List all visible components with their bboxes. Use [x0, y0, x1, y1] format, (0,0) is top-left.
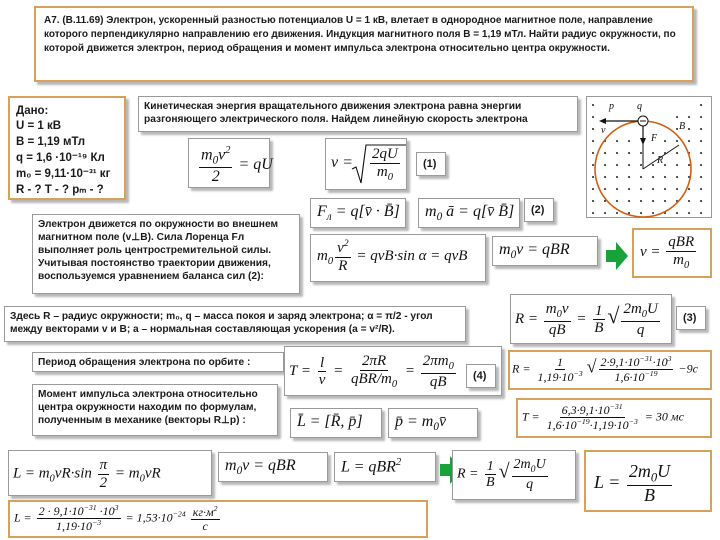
formula-l-qbr2: L = qBR$^2$ — [334, 452, 436, 482]
period-result: 30 мс — [655, 409, 684, 424]
given-line: B = 1,19 мТл — [16, 136, 86, 148]
radius-note-box — [4, 306, 466, 342]
orbit-diagram — [587, 97, 713, 219]
radius-note-text: Здесь R – радиус окружности; m₀, q – масса покоя и заряд электрона; α = π/2 - угол между векторами v и B; a – нормальная составляющая ускорения (a = v²/R). — [10, 311, 433, 335]
formula-radius: R = $\frac{m_0v}{qB}$ = $\frac{1}{B}$ √ $\frac{2m_0U}{q}$ — [510, 294, 672, 344]
formula-energy: $\frac{m_0v^2}{2}$ = qU — [188, 138, 270, 188]
problem-statement-text: А7. (В.11.69) Электрон, ускоренный разностью потенциалов U = 1 кВ, влетает в однородное магнитное поле, направление которого перпендикулярно направлению его движения. Индукция магнитного поля B = 1,19 мТл. Найти радиус окружности, по которой движется электрон, период обращения и момент импульса электрона относительно центра окружности. — [44, 15, 676, 54]
given-line: q = 1,6 ·10⁻¹⁹ Кл — [16, 152, 105, 164]
svg-text:R: R — [657, 155, 664, 166]
eq-label-1: (1) — [416, 152, 446, 176]
formula-radius-repeat: R = $\frac{1}{B}$ √ $\frac{2m_0U}{q}$ — [452, 450, 576, 500]
formula-impulse: p̄ = $m_0v̄$ — [388, 408, 478, 438]
formula-period-numeric: T = $\frac{6,3\cdot 9,1\cdot 10^{-31}}{1,6\cdot 10^{-19}\cdot 1,19\cdot 10^{-3}}$ = 30 мс — [516, 398, 712, 438]
svg-text:F: F — [651, 133, 658, 144]
lorentz-text-box — [32, 214, 300, 294]
formula-balance: $m_0$ $\frac{v^2}{R}$ = qvB·sin α = qvB — [310, 234, 486, 282]
formula-momentum-vector: L̄ = [R̄, p̄] — [290, 408, 382, 438]
formula-mv: $m_0v$ = qBR — [492, 236, 598, 266]
period-text-box — [32, 352, 284, 372]
kinetic-text-box — [138, 96, 578, 132]
eq-label-3: (3) — [676, 306, 706, 330]
problem-statement-box — [34, 6, 694, 82]
momentum-text-box — [32, 384, 278, 436]
given-box — [8, 96, 126, 200]
arrow-right-icon — [606, 242, 628, 270]
svg-text:q: q — [637, 101, 642, 112]
given-line: U = 1 кВ — [16, 120, 62, 132]
formula-velocity: v = $\frac{2qU}{m_0}$ — [325, 138, 407, 190]
kinetic-text: Кинетическая энергия вращательного движения электрона равна энергии разгоняющего электрического поля. Найдем линейную скорость электрона — [144, 101, 528, 125]
given-title: Дано: — [16, 105, 49, 117]
svg-text:B: B — [679, 121, 686, 132]
formula-radius-numeric: R = $\frac{1}{1,19\cdot 10^{-3}}$ √ $\frac{2\cdot 9,1\cdot 10^{-31}\cdot 10^3}{1,6\cdot 10^{-19}}$ −9с — [508, 350, 712, 390]
svg-text:v: v — [601, 125, 606, 136]
radius-result: −9с — [678, 361, 698, 376]
given-line: m₀ = 9,11·10⁻³¹ кг — [16, 168, 111, 180]
eq-label-4: (4) — [466, 364, 496, 388]
formula-period: T = $\frac{l}{v}$ = $\frac{2\pi R}{qBR/m_0}$ = $\frac{2\pi m_0}{qB}$ — [284, 346, 502, 396]
formula-l-final: L = $\frac{2m_0U}{B}$ — [584, 450, 712, 512]
eq-label-2: (2) — [524, 198, 554, 222]
given-line: R - ? T - ? pₘ - ? — [16, 184, 104, 196]
formula-l-numeric: L = $\frac{2 \cdot 9,1\cdot 10^{-31} \cdot 10^3}{1,19\cdot 10^{-3}}$ = $1,53\cdot 10^{-24}$ $\frac{кг\cdot м^2}{с}$ — [8, 500, 428, 538]
formula-lorentz: $F_л$ = q[v̄ · B̄] — [310, 198, 406, 228]
period-text: Период обращения электрона по орбите : — [38, 357, 251, 368]
svg-text:p: p — [609, 101, 614, 112]
formula-mv-repeat: $m_0v$ = qBR — [218, 452, 328, 482]
formula-v-result: v = $\frac{\text{qBR}}{m_0}$ — [632, 228, 712, 278]
formula-momentum-magnitude: $L = m_0vR\cdot\sin$ $\frac{\pi}{2}$ = $m_0vR$ — [8, 450, 212, 496]
lorentz-text: Электрон движется по окружности во внешнем магнитном поле (v⊥B). Сила Лоренца Fл выполняет роль центростремительной силы. Учитывая постоянство траектории движения, воспользуемся уравнением баланса сил (2): — [38, 219, 279, 282]
momentum-text: Момент импульса электрона относительно центра окружности находим по формулам, полученным в механике (векторы R⊥p) : — [38, 389, 258, 426]
formula-newton: $m_0$ ā = q[v̄ B̄] — [418, 198, 520, 228]
magnetic-field-diagram — [586, 96, 712, 218]
